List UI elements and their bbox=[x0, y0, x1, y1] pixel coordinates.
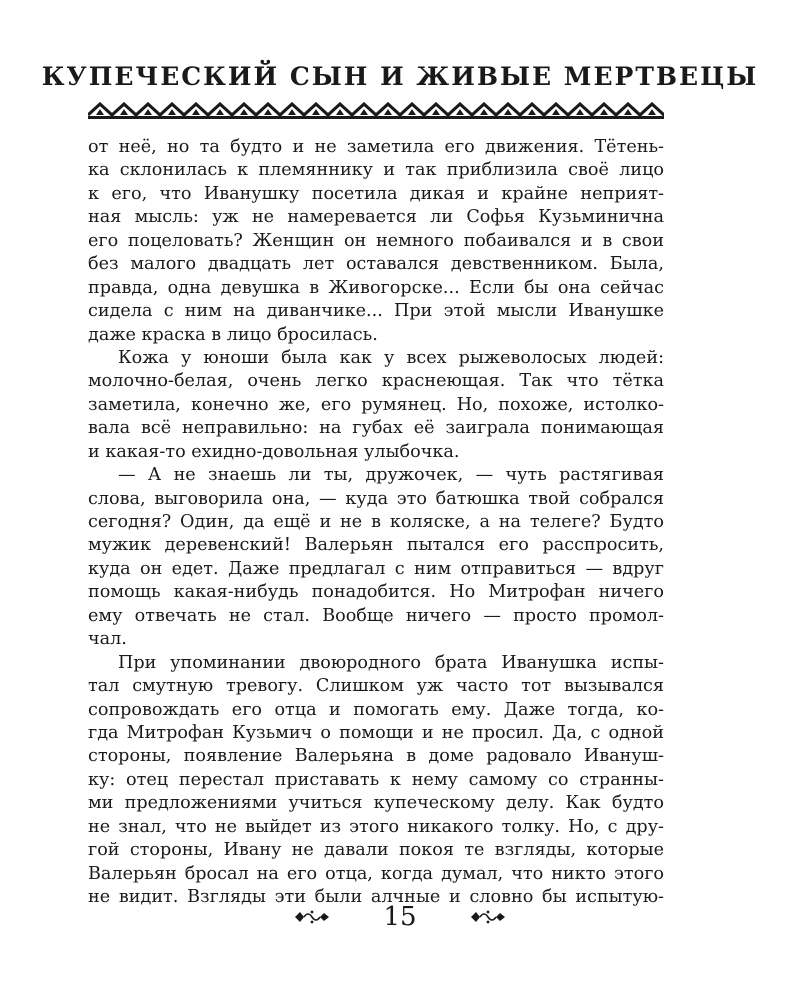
text-line: сидела с ним на диванчике... При этой мысли Иванушке bbox=[88, 301, 664, 322]
text-line: и какая-то ехидно-довольная улыбочка. bbox=[88, 441, 460, 462]
text-line: мужик деревенский! Валерьян пытался его расспросить, bbox=[88, 535, 664, 556]
text-line: куда он едет. Даже предлагал с ним отправиться — вдруг bbox=[88, 558, 664, 579]
text-line: его поцеловать? Женщин он немного побаивался и в свои bbox=[88, 230, 664, 251]
text-line: ми предложениями учиться купеческому делу. Как будто bbox=[88, 793, 664, 814]
zigzag-ornament-band bbox=[88, 100, 664, 122]
text-line: гда Митрофан Кузьмич о помощи и не просил. Да, с одной bbox=[88, 722, 664, 743]
text-line: к его, что Иванушку посетила дикая и крайне неприят- bbox=[88, 183, 664, 204]
text-line: правда, одна девушка в Живогорске... Если бы она сейчас bbox=[88, 277, 664, 298]
text-line: Кожа у юноши была как у всех рыжеволосых людей: bbox=[118, 347, 664, 368]
text-line: стороны, появление Валерьяна в доме радовало Ивануш- bbox=[88, 746, 664, 767]
folio-ornament-right-icon bbox=[470, 909, 506, 925]
text-line: сопровождать его отца и помогать ему. Даже тогда, ко- bbox=[88, 699, 664, 720]
page-number: 15 bbox=[383, 902, 417, 932]
text-line: тал смутную тревогу. Слишком уж часто тот вызывался bbox=[88, 676, 664, 697]
text-line: не знал, что не выйдет из этого никакого толку. Но, с дру- bbox=[88, 816, 664, 837]
text-line: не видит. Взгляды эти были алчные и словно бы испытую- bbox=[88, 887, 664, 907]
text-line: ка склонилась к племяннику и так приблизила своё лицо bbox=[88, 160, 664, 181]
text-line: слова, выговорила она, — куда это батюшка твой собрался bbox=[88, 488, 664, 509]
folio-ornament-left-icon bbox=[294, 909, 330, 925]
text-line: ему отвечать не стал. Вообще ничего — просто промол- bbox=[88, 605, 664, 626]
text-line: чал. bbox=[88, 629, 127, 650]
body-text bbox=[88, 136, 664, 909]
running-head: КУПЕЧЕСКИЙ СЫН И ЖИВЫЕ МЕРТВЕЦЫ bbox=[41, 62, 759, 91]
text-line: молочно-белая, очень легко краснеющая. Так что тётка bbox=[88, 371, 664, 392]
text-line: — А не знаешь ли ты, дружочек, — чуть растягивая bbox=[118, 465, 664, 486]
text-line: вала всё неправильно: на губах её заиграла понимающая bbox=[88, 418, 664, 439]
text-line: от неё, но та будто и не заметила его движения. Тётень- bbox=[88, 137, 664, 157]
text-line: без малого двадцать лет оставался девственником. Была, bbox=[88, 254, 664, 275]
text-line: даже краска в лицо бросилась. bbox=[88, 324, 378, 345]
text-line: заметила, конечно же, его румянец. Но, похоже, истолко- bbox=[88, 394, 664, 415]
text-line: помощь какая-нибудь понадобится. Но Митрофан ничего bbox=[88, 582, 664, 603]
text-line: сегодня? Один, да ещё и не в коляске, а на телеге? Будто bbox=[88, 512, 664, 532]
text-line: Валерьян бросал на его отца, когда думал, что никто этого bbox=[88, 863, 664, 884]
text-line: При упоминании двоюродного брата Иванушка испы- bbox=[118, 652, 664, 673]
text-line: ку: отец перестал приставать к нему самому со странны- bbox=[88, 769, 664, 790]
text-line: ная мысль: уж не намеревается ли Софья Кузьминична bbox=[88, 207, 664, 228]
folio bbox=[0, 900, 800, 934]
text-line: гой стороны, Ивану не давали покоя те взгляды, которые bbox=[88, 840, 664, 861]
